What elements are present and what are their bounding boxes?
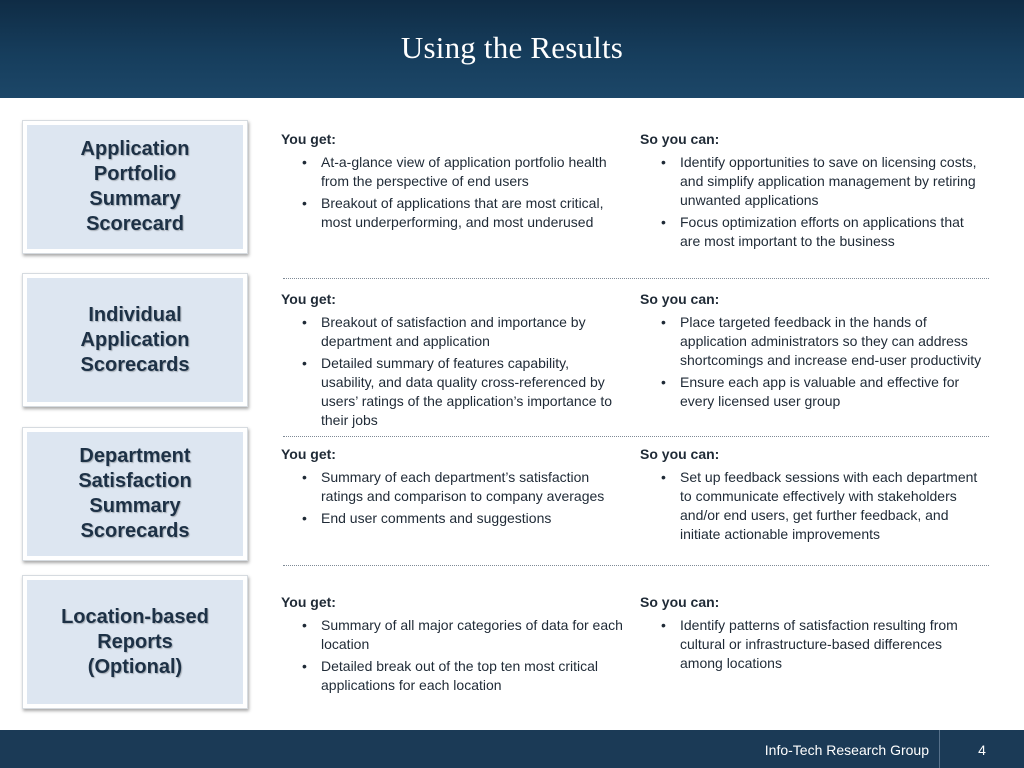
- row-label-panel: [27, 580, 243, 704]
- so-you-can-list: [640, 616, 984, 673]
- list-item: • Breakout of applications that are most critical, most underperforming, and most underused: [302, 195, 604, 230]
- list-item: • Focus optimization efforts on applications that are most important to the business: [661, 214, 964, 249]
- row-label: Location-based Reports (Optional): [61, 605, 209, 678]
- so-you-can-list: [640, 153, 984, 251]
- bullet-icon: •: [661, 214, 666, 230]
- list-item: • Detailed break out of the top ten most critical applications for each location: [302, 658, 599, 693]
- list-item: • Ensure each app is valuable and effective for every licensed user group: [661, 374, 960, 409]
- you-get-heading: You get:: [281, 131, 336, 147]
- so-you-can-column: [640, 445, 984, 547]
- so-you-can-heading: So you can:: [640, 131, 720, 147]
- bullet-icon: •: [661, 374, 666, 390]
- row-label-panel: [27, 125, 243, 249]
- you-get-column: [281, 445, 625, 531]
- list-item: • Identify opportunities to save on licensing costs, and simplify application management by retiring unwanted applications: [661, 154, 977, 208]
- bullet-icon: •: [302, 469, 307, 485]
- list-item: • Summary of each department’s satisfaction ratings and comparison to company averages: [302, 469, 605, 504]
- bullet-icon: •: [302, 510, 307, 526]
- bullet-icon: •: [661, 154, 666, 170]
- slide-header: [0, 0, 1024, 98]
- you-get-column: [281, 130, 625, 235]
- bullet-icon: •: [302, 195, 307, 211]
- you-get-column: [281, 290, 625, 433]
- you-get-list: [281, 616, 625, 695]
- bullet-icon: •: [302, 355, 307, 371]
- you-get-heading: You get:: [281, 594, 336, 610]
- so-you-can-list: [640, 313, 984, 411]
- list-item: • End user comments and suggestions: [302, 510, 552, 526]
- you-get-list: [281, 468, 625, 528]
- so-you-can-column: [640, 130, 984, 254]
- row-label: Application Portfolio Summary Scorecard: [80, 138, 190, 235]
- row-divider: [283, 565, 989, 566]
- you-get-list: [281, 153, 625, 232]
- bullet-icon: •: [661, 469, 666, 485]
- you-get-list: [281, 313, 625, 430]
- row-label-box: [22, 120, 248, 254]
- slide-title: Using the Results: [400, 30, 624, 65]
- list-item: • At-a-glance view of application portfolio health from the perspective of end users: [302, 154, 607, 189]
- footer-org-name: Info-Tech Research Group: [764, 742, 929, 758]
- you-get-column: [281, 593, 625, 698]
- you-get-heading: You get:: [281, 291, 336, 307]
- bullet-icon: •: [302, 658, 307, 674]
- bullet-icon: •: [661, 617, 666, 633]
- row-label: Department Satisfaction Summary Scorecards: [78, 445, 192, 542]
- list-item: • Detailed summary of features capability, usability, and data quality cross-referenced by users’ ratings of the application’s importance to their jobs: [302, 355, 613, 428]
- list-item: • Breakout of satisfaction and importance by department and application: [302, 314, 586, 349]
- row-label-box: [22, 575, 248, 709]
- row-label-panel: [27, 432, 243, 556]
- so-you-can-heading: So you can:: [640, 291, 720, 307]
- page-number: 4: [978, 742, 986, 758]
- list-item: • Place targeted feedback in the hands of application administrators so they can address shortcomings and increase end-user productivity: [661, 314, 982, 368]
- row-label: Individual Application Scorecards: [80, 303, 190, 376]
- so-you-can-heading: So you can:: [640, 446, 720, 462]
- row-label-panel: [27, 278, 243, 402]
- bullet-icon: •: [302, 617, 307, 633]
- row-divider: [283, 278, 989, 279]
- row-divider: [283, 436, 989, 437]
- bullet-icon: •: [302, 314, 307, 330]
- so-you-can-list: [640, 468, 984, 544]
- bullet-icon: •: [302, 154, 307, 170]
- so-you-can-column: [640, 593, 984, 676]
- row-label-box: [22, 273, 248, 407]
- list-item: • Set up feedback sessions with each department to communicate effectively with stakeholders and/or end users, get further feedback, and initiate actionable improvements: [661, 469, 978, 542]
- list-item: • Summary of all major categories of data for each location: [302, 617, 623, 652]
- you-get-heading: You get:: [281, 446, 336, 462]
- so-you-can-column: [640, 290, 984, 414]
- so-you-can-heading: So you can:: [640, 594, 720, 610]
- list-item: • Identify patterns of satisfaction resulting from cultural or infrastructure-based differences among locations: [661, 617, 958, 671]
- slide-footer: [0, 730, 1024, 768]
- bullet-icon: •: [661, 314, 666, 330]
- row-label-box: [22, 427, 248, 561]
